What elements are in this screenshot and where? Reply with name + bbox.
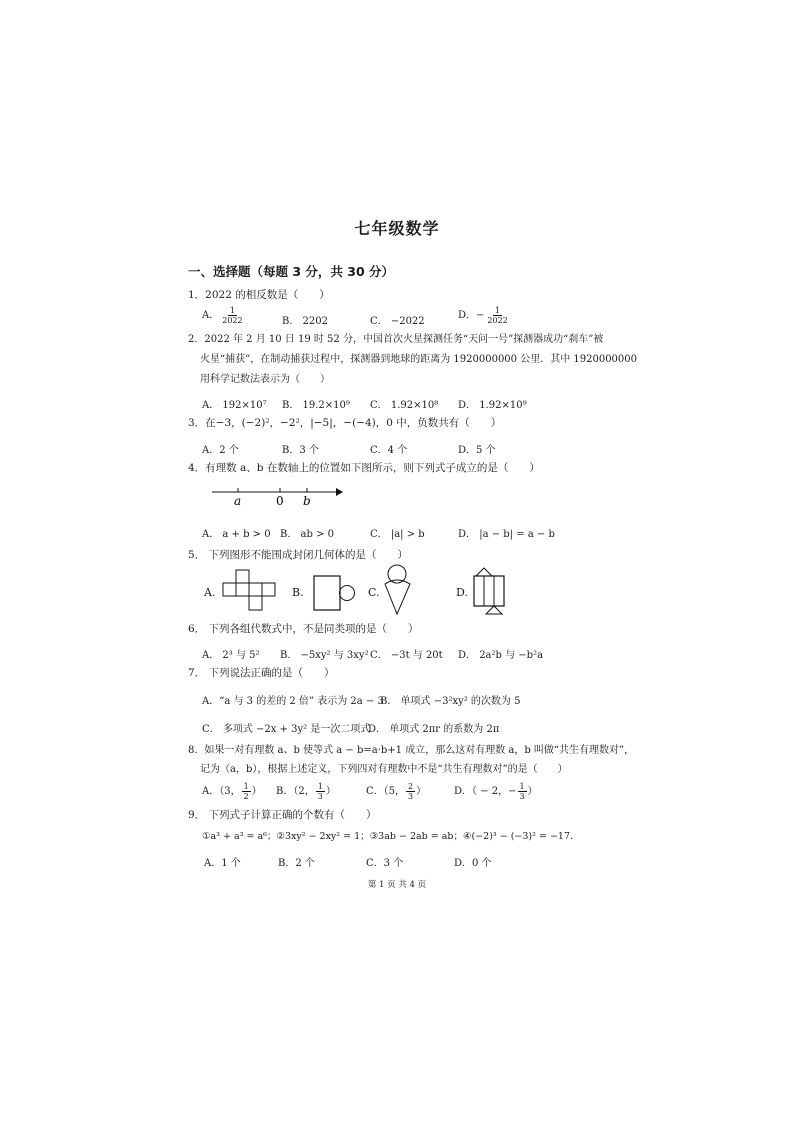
question-5-option-b-label: B.: [292, 586, 304, 599]
question-6-option-c: C． −3t 与 20t: [370, 650, 443, 661]
question-3-option-c: C．4 个: [370, 445, 408, 456]
question-9-option-d: D．0 个: [454, 858, 492, 869]
question-8-option-b: B．（2， $\frac{1}{3}$ ）: [276, 782, 336, 801]
question-4-stem: 4．有理数 a、b 在数轴上的位置如下图所示，则下列式子成立的是（ ）: [188, 462, 540, 474]
question-1-option-d: D．− $\frac{1}{2022}$: [458, 306, 508, 325]
question-4-option-d: D． |a − b| = a − b: [458, 529, 555, 540]
question-7-option-b: B． 单项式 −3²xy² 的次数为 5: [380, 696, 521, 707]
question-3-stem: 3．在−3，(−2)²，−2²，|−5|，−(−4)，0 中，负数共有（ ）: [188, 417, 502, 429]
question-8-line-2: 记为（a，b），根据上述定义，下列四对有理数中不是“共生有理数对”的是（ ）: [200, 764, 568, 775]
cube-net-figure: [222, 570, 278, 614]
question-2-option-d: D． 1.92×10⁹: [458, 400, 527, 411]
question-2-option-a: A． 192×10⁷: [202, 400, 267, 411]
question-8-option-c: C．（5， $\frac{2}{3}$ ）: [366, 782, 427, 801]
question-7-option-c: C． 多项式 −2x + 3y² 是一次二项式: [202, 724, 371, 735]
question-2-line-1: 2．2022 年 2 月 10 日 19 时 52 分，中国首次火星探测任务“天问一号”探测器成功“刹车”被: [188, 334, 604, 345]
fraction: $\frac{1}{2022}$: [487, 306, 508, 325]
prism-net-figure: [472, 566, 508, 616]
question-9-items: ①a³ + a³ = a⁶；②3xy² − 2xy² = 1；③3ab − 2ab = ab；④(−2)³ − (−3)² = −17．: [202, 831, 580, 842]
question-3-option-a: A．2 个: [202, 445, 239, 456]
cone-net-figure: [380, 564, 414, 616]
question-6-option-d: D． 2a²b 与 −b²a: [458, 650, 544, 661]
question-7-option-d: D． 单项式 2πr 的系数为 2π: [368, 724, 500, 735]
question-9-option-a: A．1 个: [204, 858, 241, 869]
question-9-option-c: C．3 个: [366, 858, 404, 869]
section-header: 一、选择题（每题 3 分，共 30 分）: [188, 264, 395, 279]
cylinder-net-figure: [308, 574, 356, 614]
question-8-line-1: 8．如果一对有理数 a、b 使等式 a − b=a·b+1 成立，那么这对有理数 a，b 叫做“共生有理数对”，: [188, 745, 635, 756]
page-title: 七年级数学: [354, 219, 440, 238]
question-5-option-a-label: A.: [204, 586, 216, 599]
question-8-option-d: D．（ − 2，− $\frac{1}{3}$ ）: [454, 782, 538, 801]
question-3-option-d: D．5 个: [458, 445, 496, 456]
question-5-option-c-label: C.: [368, 586, 380, 599]
label-zero: 0: [276, 494, 284, 508]
question-4-option-b: B． ab > 0: [280, 529, 334, 540]
question-4-option-c: C． |a| > b: [370, 529, 425, 540]
question-7-stem: 7． 下列说法正确的是（ ）: [188, 667, 335, 679]
label-b: b: [303, 494, 311, 508]
question-2-line-3: 用科学记数法表示为（ ）: [200, 374, 330, 385]
question-9-stem: 9． 下列式子计算正确的个数有（ ）: [188, 809, 377, 821]
question-6-option-a: A． 2³ 与 5²: [202, 650, 260, 661]
question-8-option-a: A．（3， $\frac{1}{2}$ ）: [202, 782, 262, 801]
question-2-option-c: C． 1.92×10⁸: [370, 400, 439, 411]
question-6-option-b: B． −5xy² 与 3xy²: [280, 650, 369, 661]
question-6-stem: 6． 下列各组代数式中，不是同类项的是（ ）: [188, 623, 419, 635]
fraction: $\frac{1}{3}$: [317, 782, 323, 801]
fraction: $\frac{2}{3}$: [408, 782, 414, 801]
number-line-figure: [210, 482, 344, 508]
question-1-option-b: B． 2202: [282, 316, 328, 327]
fraction: $\frac{1}{3}$: [519, 782, 525, 801]
question-5-option-d-label: D.: [456, 586, 468, 599]
question-3-option-b: B．3 个: [282, 445, 319, 456]
question-4-option-a: A． a + b > 0: [202, 529, 271, 540]
question-1-option-c: C． −2022: [370, 316, 425, 327]
page-footer: 第 1 页 共 4 页: [367, 880, 427, 890]
question-2-line-2: 火星“捕获”，在制动捕获过程中，探测器到地球的距离为 1920000000 公里．其中 1920000000: [200, 354, 638, 365]
label-a: a: [234, 494, 242, 508]
question-1-option-a: A． $\frac{1}{2022}$: [202, 306, 243, 325]
question-9-option-b: B．2 个: [278, 858, 315, 869]
fraction: $\frac{1}{2}$: [243, 782, 249, 801]
question-7-option-a: A．“a 与 3 的差的 2 倍” 表示为 2a − 3: [202, 696, 384, 707]
question-2-option-b: B． 19.2×10⁹: [282, 400, 350, 411]
number-line-arrow: [336, 488, 343, 496]
question-1-stem: 1．2022 的相反数是（ ）: [188, 289, 330, 301]
fraction: $\frac{1}{2022}$: [222, 306, 243, 325]
question-5-stem: 5． 下列图形不能围成封闭几何体的是（ ）: [188, 549, 409, 561]
